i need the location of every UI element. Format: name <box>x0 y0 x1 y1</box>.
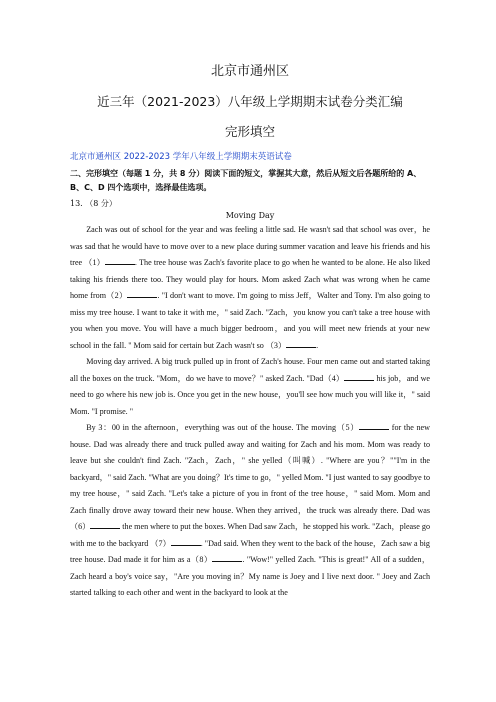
text-run: . The tree house was Zach's favorite place to go when he wanted to be alone. He also liked taking his friends there too. They would play for hours. Mom asked Zach what was wrong when he came home from（2） <box>70 258 431 300</box>
blank-8 <box>212 553 242 562</box>
blank-6 <box>90 520 120 529</box>
paragraph-2 <box>70 354 430 420</box>
question-number: 13. （8 分） <box>70 199 117 208</box>
blank-4 <box>344 372 374 381</box>
section-instructions: 二、完形填空（每题 1 分，共 8 分）阅读下面的短文，掌握其大意，然后从短文后各题所给的 A、B、C、D 四个选项中，选择最佳选项。 <box>70 169 422 192</box>
text-run: the men where to put the boxes. When Dad saw Zach，he stopped his work. "Zach，please go with me to the backyard （7） <box>70 522 430 548</box>
blank-1 <box>105 256 135 265</box>
paragraph-3 <box>70 420 430 602</box>
blank-2 <box>127 289 157 298</box>
text-run: . <box>316 340 319 350</box>
document-heading: 近三年（2021-2023）八年级上学期期末试卷分类汇编 <box>97 94 403 109</box>
blank-5 <box>359 421 389 430</box>
passage-title: Moving Day <box>225 211 275 220</box>
text-run: . "Dad said. When they went to the back of the house，Zach saw a big tree house. Dad made it for him as a（8） <box>70 538 430 564</box>
text-run: for the new house. Dad was already there and truck pulled away and waiting for Zach and his mom. Mom was ready to leave but she couldn't find Zach. "Zach，Zach，" she yelled（叫喊）. "Where are you？""I'm in the backyard，" said Zach. "What are you doing？It's time to go，" yelled Mom. "I just wanted to say goodbye to my tree house，" said Zach. "Let's take a picture of you in front of the tree house，" said Mom. Mom and Zach finally drove away toward their new house. When they arrived，the truck was already there. Dad was （6） <box>70 423 430 531</box>
text-run: Moving day arrived. A big truck pulled up in front of Zach's house. Four men came out and started taking all the boxes on the truck. "Mom，do we have to move？" asked Zach. "Dad（4） <box>70 357 430 383</box>
text-run: By 3：00 in the afternoon，everything was out of the house. The moving（5） <box>86 423 360 432</box>
exam-source-subtitle: 北京市通州区 2022-2023 学年八年级上学期期末英语试卷 <box>70 152 292 162</box>
blank-7 <box>171 537 201 546</box>
text-run: his job，and we need to go where his new job is. Once you get in the new house，you'll see how much you will like it，" said Mom. "I promise. " <box>70 373 431 416</box>
text-run: . "Wow!" yelled Zach. "This is great!" All of a sudden，Zach heard a boy's voice say，"Are you moving in？My name is Joey and I live next door. " Joey and Zach started talking to each other and went in the backyard to look at the <box>70 555 430 597</box>
blank-3 <box>286 339 319 350</box>
paragraph-1 <box>70 222 430 354</box>
text-run: Zach was out of school for the year and was feeling a little sad. He wasn't sad that school was over，he was sad that he would have to move over to a new place during summer vacation and leave his friends and his tree （1） <box>70 225 430 267</box>
text-run: . "I don't want to move. I'm going to miss Jeff，Walter and Tony. I'm also going to miss my tree house. I want to take it with me，" said Zach. "Zach，you know you can't take a tree house with you when you move. You will have a much bigger bedroom，and you will meet new friends at your new school in the fall. " Mom said for certain but Zach wasn't so （3） <box>70 291 430 350</box>
document-title: 北京市通州区 <box>210 64 289 79</box>
document-topic: 完形填空 <box>224 124 275 139</box>
